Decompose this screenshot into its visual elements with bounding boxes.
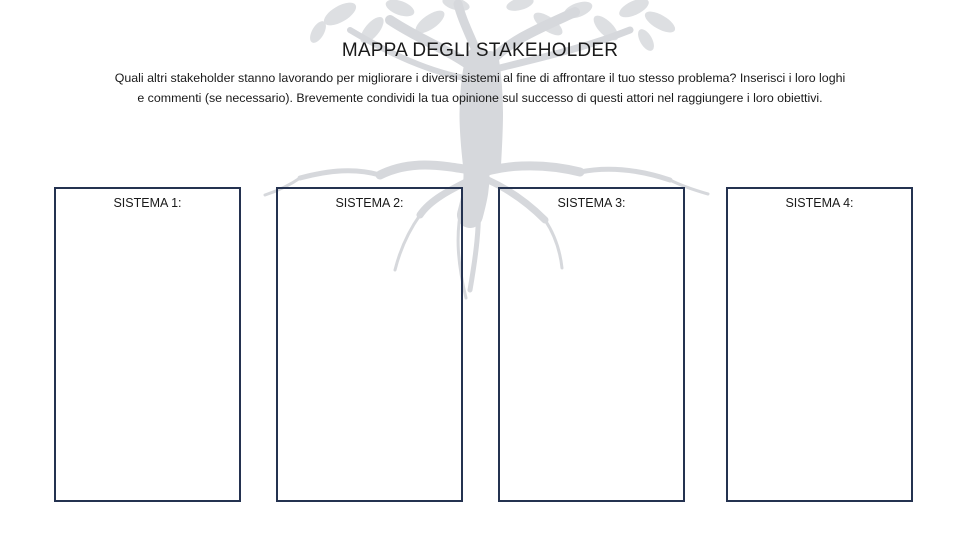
page-title: MAPPA DEGLI STAKEHOLDER	[341, 40, 619, 61]
system-box-2-label: SISTEMA 2:	[335, 196, 404, 210]
system-box-3-label: SISTEMA 3:	[557, 196, 626, 210]
instructions-line-1: Quali altri stakeholder stanno lavorando per migliorare i diversi sistemi al fine di affrontare il tuo stesso problema? Inserisci i loro loghi	[114, 71, 846, 85]
instructions-text	[30, 68, 930, 108]
system-box-1-label: SISTEMA 1:	[113, 196, 182, 210]
system-box-4-label: SISTEMA 4:	[785, 196, 854, 210]
system-box-3[interactable]	[498, 187, 685, 502]
system-box-4[interactable]	[726, 187, 913, 502]
instructions-line-2: e commenti (se necessario). Brevemente condividi la tua opinione sul successo di questi attori nel raggiungere i loro obiettivi.	[137, 91, 823, 105]
system-box-2[interactable]	[276, 187, 463, 502]
system-box-1[interactable]	[54, 187, 241, 502]
